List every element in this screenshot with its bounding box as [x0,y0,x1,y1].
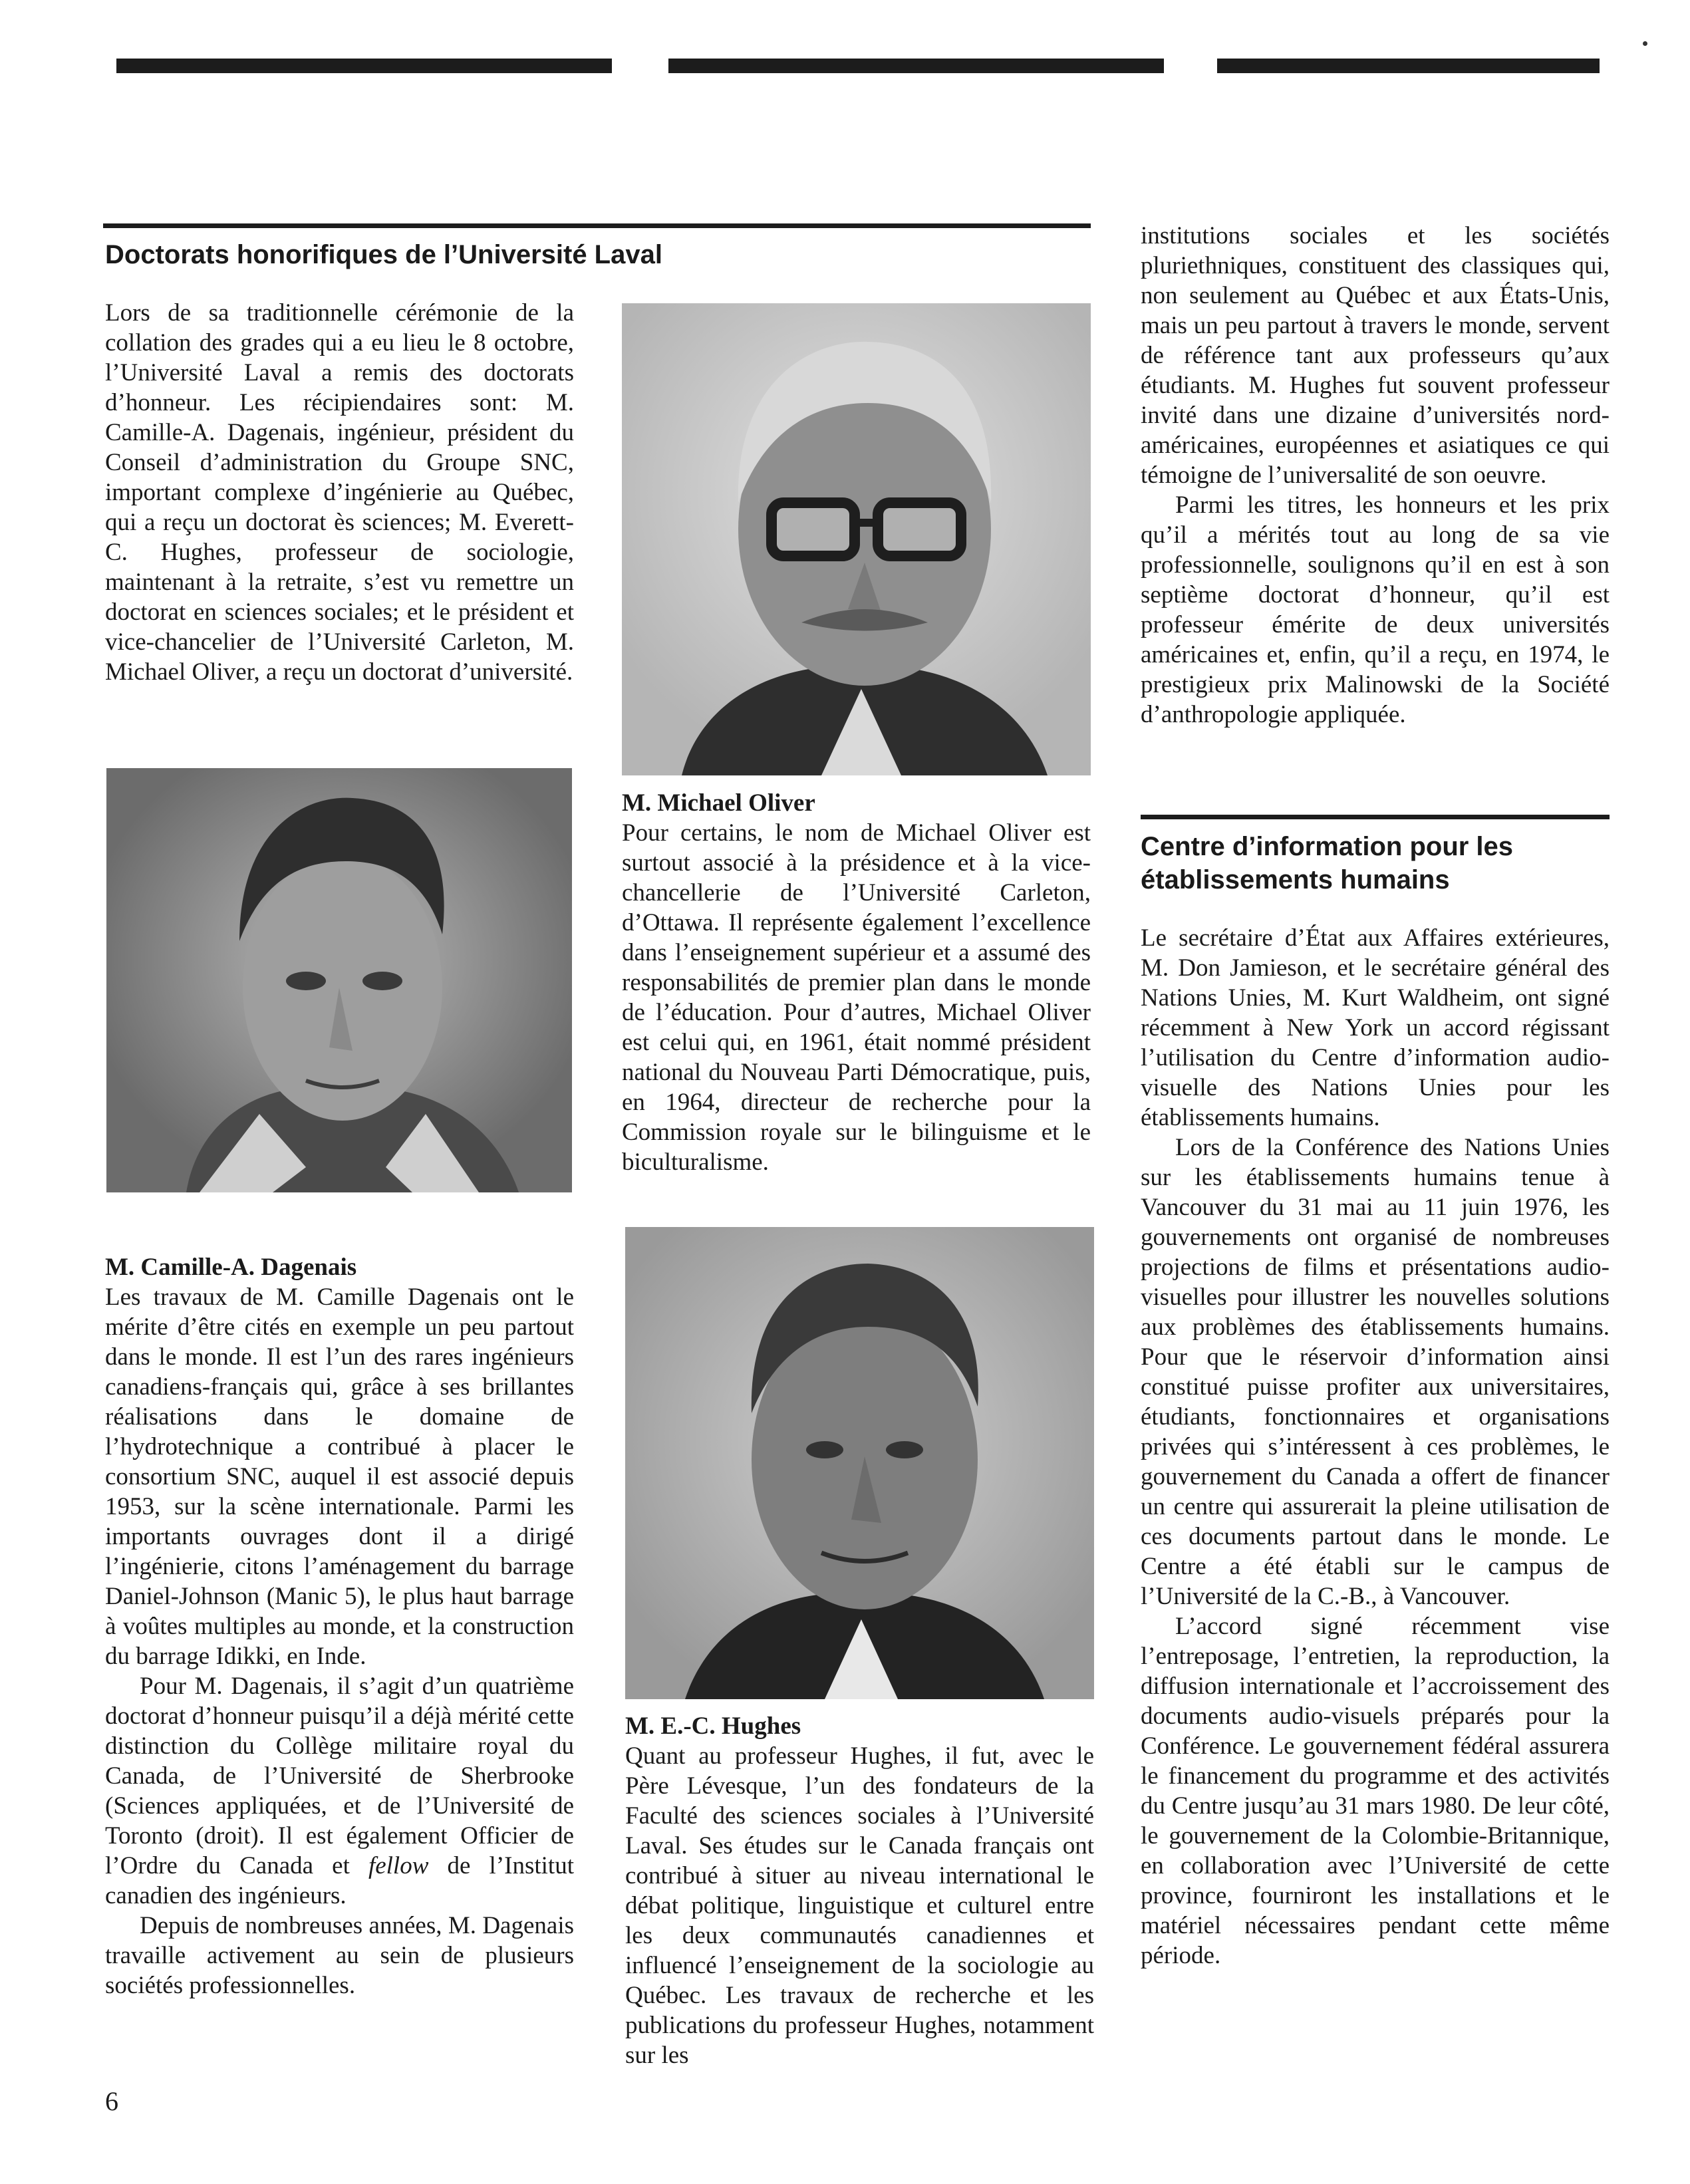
photo-hughes [625,1227,1094,1699]
hughes-paragraph-1-continued: institutions sociales et les sociétés pluriethniques, constituent des classiques qui, non seulement au Québec et aux États-Unis, mais un peu partout à travers le monde, servent de référence tant aux professeurs qu’aux étudiants. M. Hughes fut souvent professeur invité dans une dizaine d’universités nord-américaines, européennes et asiatiques ce qui témoigne de l’universalité de son oeuvre. [1141,222,1610,489]
article1-rule [103,223,1091,228]
hughes-name: M. E.-C. Hughes [625,1712,801,1740]
article1-intro [105,298,574,687]
dagenais-paragraph-1: Les travaux de M. Camille Dagenais ont le mérite d’être cités en exemple un peu partout dans le monde. Il est l’un des rares ingénieurs canadiens-français qui, grâce à ses brillantes réalisations dans le domaine de l’hydrotechnique a contribué à placer le consortium SNC, auquel il est associé depuis 1953, sur la scène internationale. Parmi les importants ouvrages dont il a dirigé l’ingénierie, citons l’aménagement du barrage Daniel-Johnson (Manic 5), le plus haut barrage à voûtes multiples au monde, et la construction du barrage Idikki, en Inde. [105,1284,574,1670]
article2-paragraph-2: Lors de la Conférence des Nations Unies sur les établissements humains tenue à Vancouver du 31 mai au 11 juin 1976, les gouvernements ont organisé de nombreuses projections de films et présentations audio-visuelles pour illustrer les nouvelles solutions aux problèmes des établissements humains. Pour que le réservoir d’information ainsi constitué puisse profiter aux universitaires, étudiants, fonctionnaires et organisations privées qui s’intéressent à ces problèmes, le gouvernement du Canada a offert de financer un centre qui assurerait la pleine utilisation de ces documents partout dans le monde. Le Centre a été établi sur le campus de l’Université de la C.-B., à Vancouver. [1141,1134,1610,1610]
hughes-paragraph-1: Quant au professeur Hughes, il fut, avec le Père Lévesque, l’un des fondateurs de la Faculté des sciences sociales à l’Université Laval. Ses études sur le Canada français ont contribué à situer au niveau international le débat politique, linguistique et culturel entre les deux communautés canadiennes et influencé l’enseignement de la sociologie au Québec. Les travaux de recherche et les publications du professeur Hughes, notamment sur les [625,1742,1094,2069]
article2-paragraph-3: L’accord signé récemment vise l’entreposage, l’entretien, la reproduction, la diffusion internationale et l’accroissement des documents audio-visuels préparés pour la Conférence. Le gouvernement fédéral assurera le financement du programme et des activités du Centre jusqu’au 31 mars 1980. De leur côté, le gouvernement de la Colombie-Britannique, en collaboration avec l’Université de cette province, fourniront les installations et le matériel nécessaires pendant cette même période. [1141,1613,1610,1969]
top-bar-left [116,59,612,73]
oliver-name: M. Michael Oliver [622,789,815,817]
article1-title: Doctorats honorifiques de l’Université Laval [105,240,662,269]
dagenais-name: M. Camille-A. Dagenais [105,1254,357,1281]
article2-title: Centre d’information pour les établissements humains [1141,832,1514,894]
article2-body [1141,923,1610,1971]
dagenais-paragraph-3: Depuis de nombreuses années, M. Dagenais travaille activement au sein de plusieurs sociétés professionnelles. [105,1912,574,1999]
intro-paragraph: Lors de sa traditionnelle cérémonie de la collation des grades qui a eu lieu le 8 octobre, l’Université Laval a remis des doctorats d’honneur. Les récipiendaires sont: M. Camille-A. Dagenais, ingénieur, président du Conseil d’administration du Groupe SNC, important complexe d’ingénierie au Québec, qui a reçu un doctorat ès sciences; M. Everett-C. Hughes, professeur de sociologie, maintenant à la retraite, s’est vu remettre un doctorat en sciences sociales; et le président et vice-chancelier de l’Université Carleton, M. Michael Oliver, a reçu un doctorat d’université. [105,299,574,686]
dagenais-paragraph-2-text: Pour M. Dagenais, il s’agit d’un quatrième doctorat d’honneur puisqu’il a déjà mérité cette distinction du Collège militaire royal du Canada, de l’Université de Sherbrooke (Sciences appliquées, et de l’Université de Toronto (droit). Il est également Officier de l’Ordre du Canada et [105,1673,574,1879]
top-bar-middle [668,59,1164,73]
photo-dagenais [106,768,572,1192]
dagenais-paragraph-2-end: de l’Institut canadien des ingénieurs. [105,1852,574,1909]
dagenais-paragraph-2 [105,1671,574,1911]
fellow-word: fellow [368,1852,429,1879]
portrait-hughes-image [625,1227,1094,1699]
photo-oliver [622,303,1091,775]
portrait-dagenais-image [106,768,572,1192]
portrait-oliver-image [622,303,1091,775]
top-bar-right [1217,59,1600,73]
oliver-section [622,788,1091,1177]
hughes-section [625,1711,1094,2070]
page-number: 6 [105,2086,118,2116]
hughes-continued [1141,221,1610,730]
speck [1643,41,1647,46]
oliver-paragraph: Pour certains, le nom de Michael Oliver est surtout associé à la présidence et à la vice-chancellerie de l’Université Carleton, d’Ottawa. Il représente également l’excellence dans l’enseignement supérieur et a assumé des responsabilités de premier plan dans le monde de l’éducation. Pour d’autres, Michael Oliver est celui qui, en 1961, était nommé président national du Nouveau Parti Démocratique, puis, en 1964, directeur de recherche pour la Commission royale sur le bilinguisme et le biculturalisme. [622,819,1091,1176]
dagenais-section [105,1252,574,2000]
hughes-paragraph-2: Parmi les titres, les honneurs et les prix qu’il a mérités tout au long de sa vie professionnelle, soulignons qu’il en est à son septième doctorat d’honneur, qu’il est professeur émérite de deux universités américaines et, enfin, qu’il a reçu, en 1974, le prestigieux prix Malinowski de la Société d’anthropologie appliquée. [1141,491,1610,728]
article2-paragraph-1: Le secrétaire d’État aux Affaires extérieures, M. Don Jamieson, et le secrétaire général des Nations Unies, M. Kurt Waldheim, ont signé récemment à New York un accord régissant l’utilisation du Centre d’information audio-visuelle des Nations Unies pour les établissements humains. [1141,924,1610,1131]
article2-rule [1141,815,1610,819]
